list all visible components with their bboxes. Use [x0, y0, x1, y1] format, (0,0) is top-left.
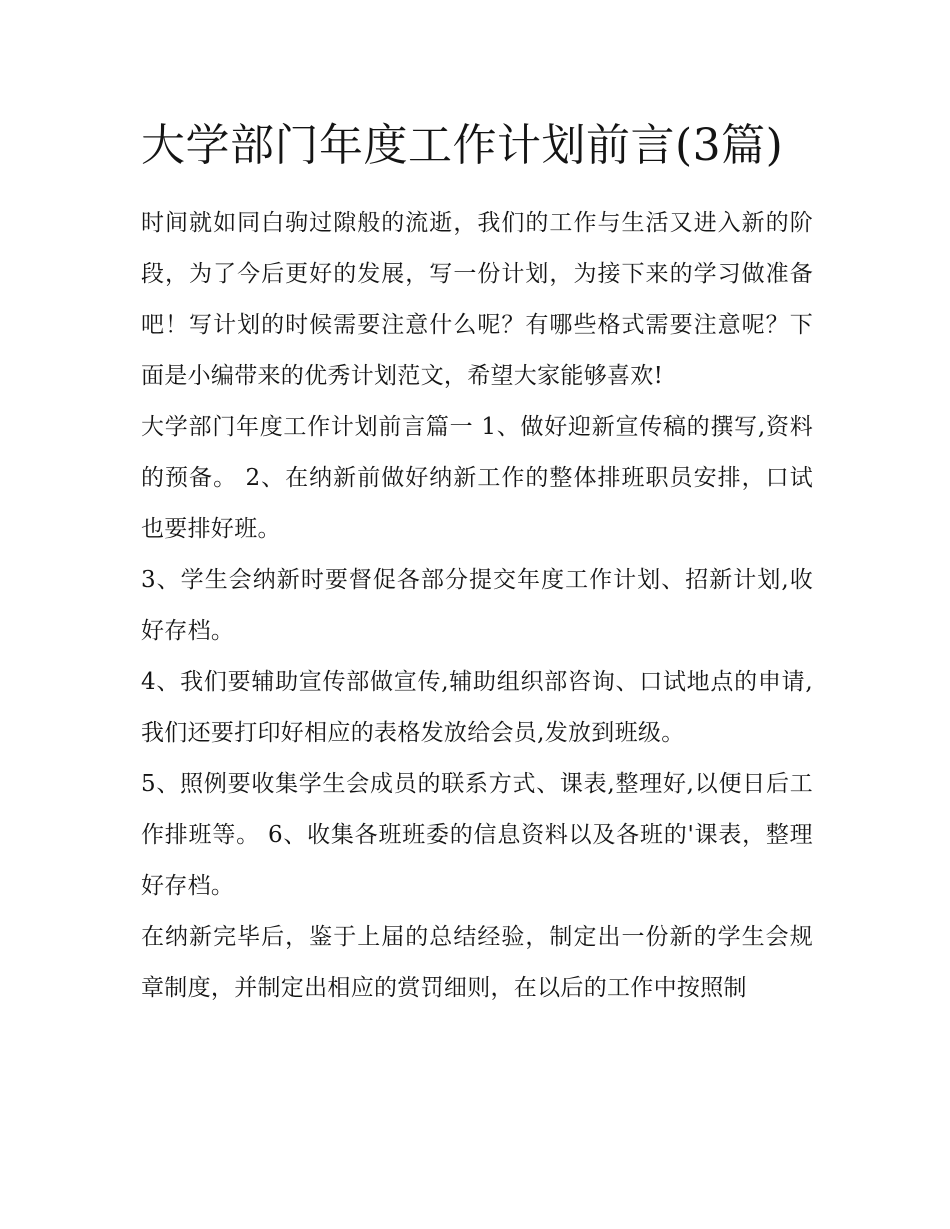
document-page [141, 108, 813, 1014]
intro-paragraph: 时间就如同白驹过隙般的流逝，我们的工作与生活又进入新的阶段，为了今后更好的发展，写一份计划，为接下来的学习做准备吧！写计划的时候需要注意什么呢？有哪些格式需要注意呢？下面是小编带来的优秀计划范文，希望大家能够喜欢! [141, 210, 813, 389]
closing-paragraph: 在纳新完毕后，鉴于上届的总结经验，制定出一份新的学生会规章制度，并制定出相应的赏罚细则，在以后的工作中按照制 [141, 924, 813, 1001]
section-one-paragraph: 大学部门年度工作计划前言篇一 1、做好迎新宣传稿的撰写,资料的预备。 2、在纳新前做好纳新工作的整体排班职员安排，口试也要排好班。 [141, 414, 813, 542]
document-title: 大学部门年度工作计划前言(3篇) [141, 120, 784, 171]
item-4-paragraph: 4、我们要辅助宣传部做宣传,辅助组织部咨询、口试地点的申请,我们还要打印好相应的表格发放给会员,发放到班级。 [141, 669, 813, 746]
item-5-6-paragraph: 5、照例要收集学生会成员的联系方式、课表,整理好,以便日后工作排班等。 6、收集各班班委的信息资料以及各班的'课表，整理好存档。 [141, 771, 813, 899]
item-3-paragraph: 3、学生会纳新时要督促各部分提交年度工作计划、招新计划,收好存档。 [141, 567, 813, 644]
